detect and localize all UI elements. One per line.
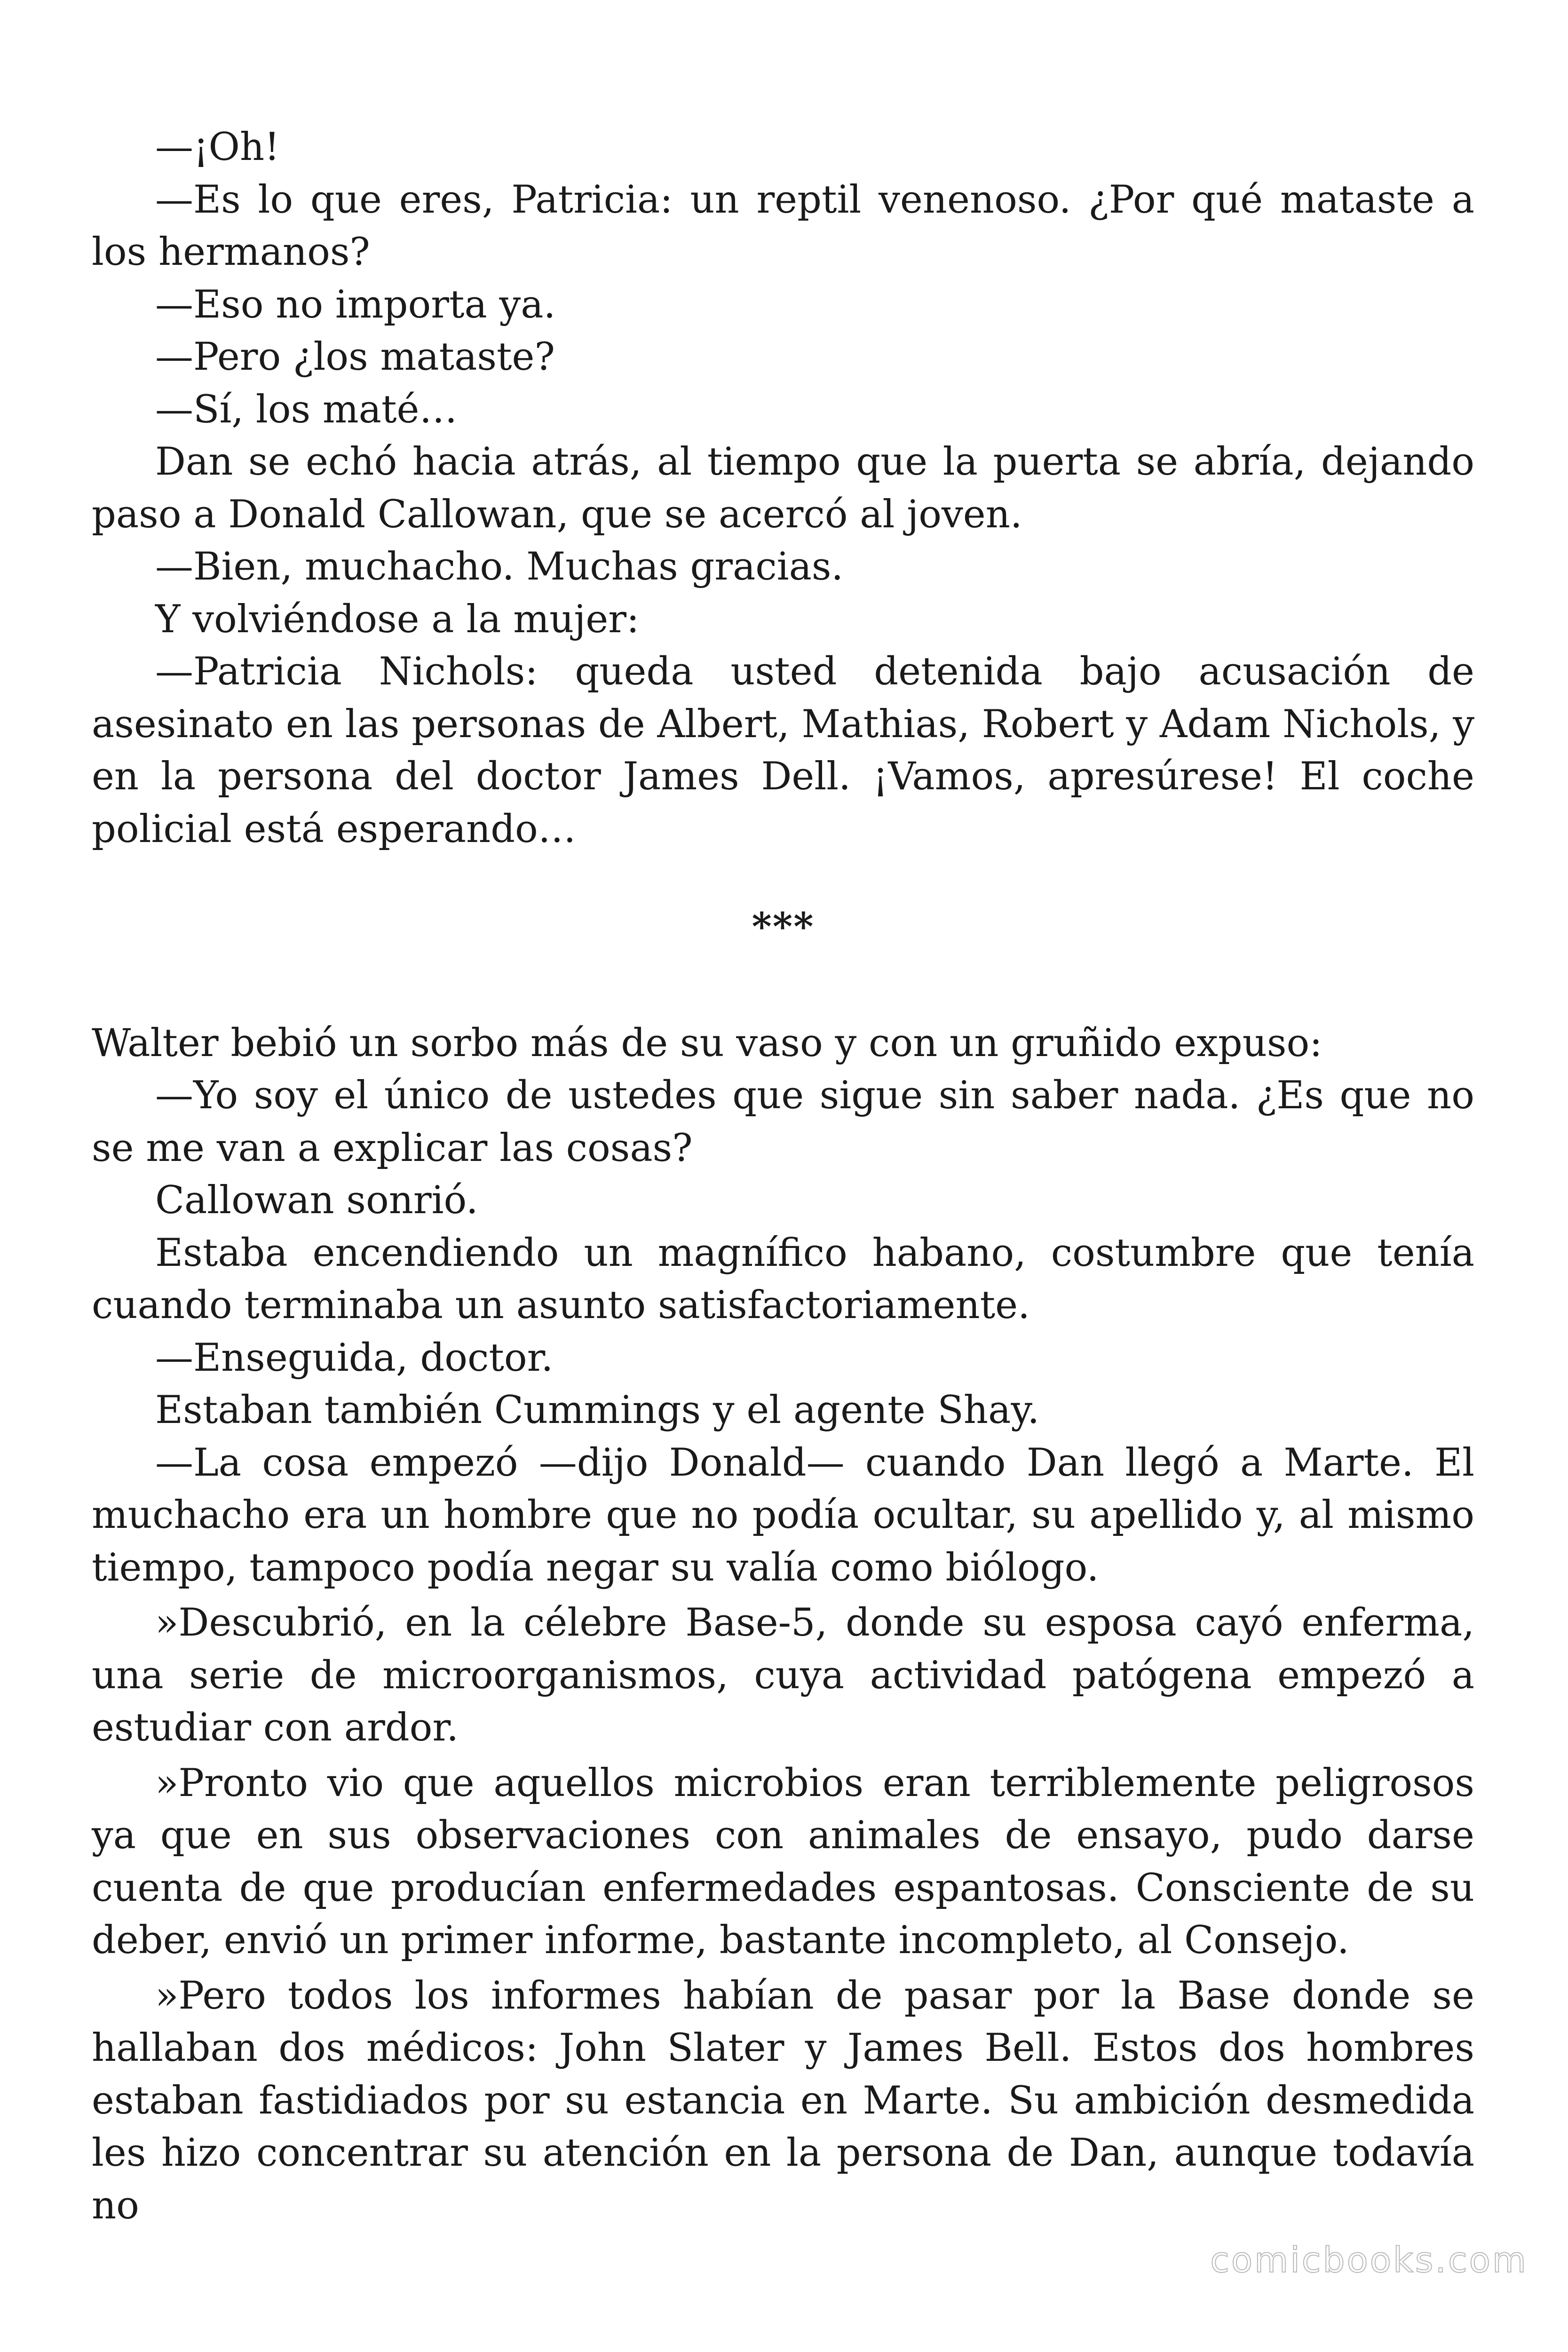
paragraph: —Eso no importa ya.: [155, 282, 556, 327]
paragraph: Estaban también Cummings y el agente Shay.: [155, 1388, 1040, 1432]
paragraph: —Enseguida, doctor.: [155, 1335, 554, 1380]
paragraph: Callowan sonrió.: [155, 1178, 478, 1223]
paragraph: —Bien, muchacho. Muchas gracias.: [155, 545, 844, 589]
paragraph: Y volviéndose a la mujer:: [155, 597, 640, 642]
paragraph: Dan se echó hacia atrás, al tiempo que la puerta se abría, dejando paso a Donald Callowan, que se acercó al joven.: [92, 440, 1474, 537]
book-page: [92, 121, 1474, 2232]
paragraph: —Es lo que eres, Patricia: un reptil venenoso. ¿Por qué mataste a los hermanos?: [92, 177, 1474, 274]
paragraph: »Pero todos los informes habían de pasar por la Base donde se hallaban dos médicos: John Slater y James Bell. Estos dos hombres estaban fastidiados por su estancia en Marte. Su ambición desmedida les hizo concentrar su atención en la persona de Dan, aunque todavía no: [92, 1973, 1474, 2228]
paragraph: —Sí, los maté…: [155, 387, 458, 432]
paragraph: Estaba encendiendo un magnífico habano, costumbre que tenía cuando terminaba un asunto satisfactoriamente.: [92, 1231, 1474, 1327]
paragraph: —Pero ¿los mataste?: [155, 335, 555, 379]
paragraph: —La cosa empezó —dijo Donald— cuando Dan llegó a Marte. El muchacho era un hombre que no podía ocultar, su apellido y, al mismo tiempo, tampoco podía negar su valía como biólogo.: [92, 1440, 1474, 1590]
paragraph: »Pronto vio que aquellos microbios eran terriblemente peligrosos ya que en sus observaciones con animales de ensayo, pudo darse cuenta de que producían enfermedades espantosas. Consciente de su deber, envió un primer informe, bastante incompleto, al Consejo.: [92, 1761, 1474, 1963]
paragraph: —Patricia Nichols: queda usted detenida bajo acusación de asesinato en las personas de Albert, Mathias, Robert y Adam Nichols, y en la persona del doctor James Dell. ¡Vamos, apresúrese! El coche policial está esperando…: [92, 650, 1474, 851]
paragraph: Walter bebió un sorbo más de su vaso y con un gruñido expuso:: [92, 1021, 1323, 1065]
section-separator: ***: [752, 905, 815, 949]
paragraph: —Yo soy el único de ustedes que sigue sin saber nada. ¿Es que no se me van a explicar las cosas?: [92, 1073, 1474, 1170]
paragraph: —¡Oh!: [155, 125, 280, 169]
paragraph: »Descubrió, en la célebre Base-5, donde su esposa cayó enferma, una serie de microorganismos, cuya actividad patógena empezó a estudiar con ardor.: [92, 1601, 1474, 1750]
watermark: comicbooks.com: [1210, 2240, 1528, 2280]
